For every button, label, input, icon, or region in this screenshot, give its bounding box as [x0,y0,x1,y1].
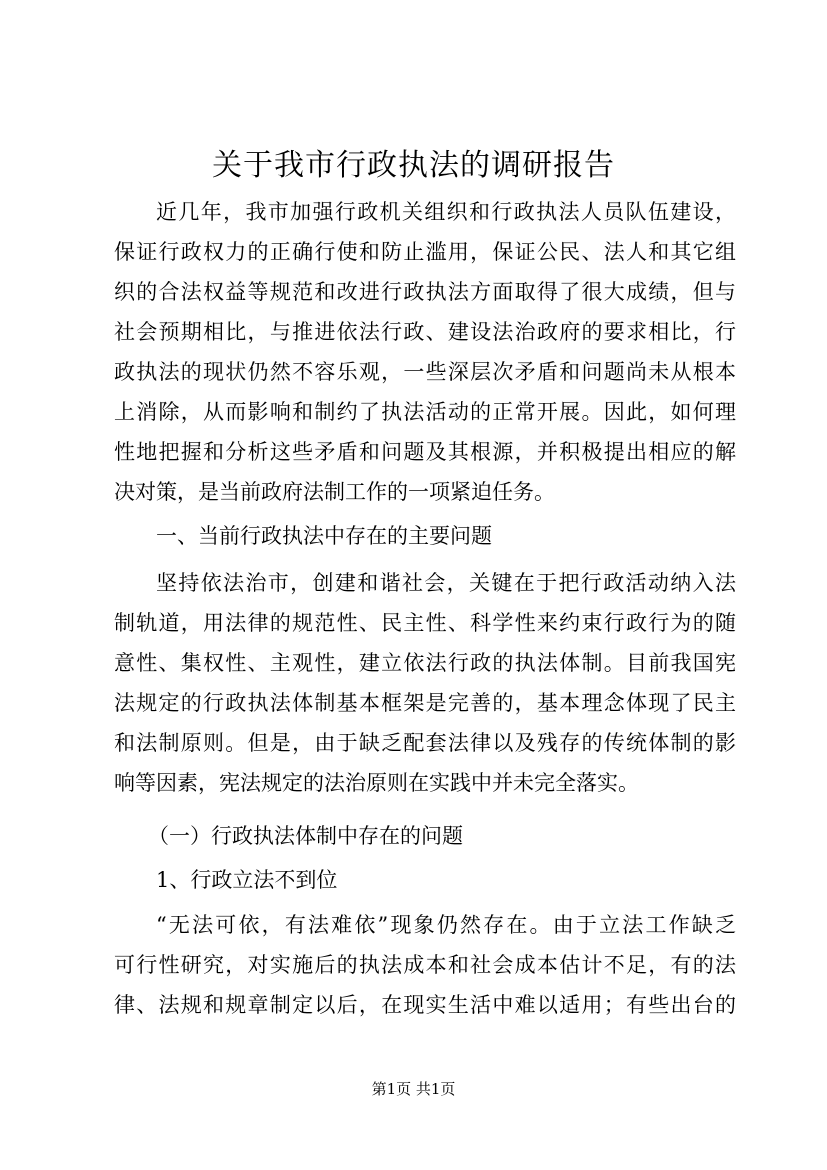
body-line: 近几年，我市加强行政机关组织和行政执法人员队伍建设， [156,200,736,224]
body-line: 制轨道，用法律的规范性、民主性、科学性来约束行政行为的随 [114,611,736,635]
body-line: 意性、集权性、主观性，建立依法行政的执法体制。目前我国宪 [114,651,736,675]
subsection-heading: （一）行政执法体制中存在的问题 [148,824,463,848]
body-line: 法规定的行政执法体制基本框架是完善的，基本理念体现了民主 [114,691,736,715]
body-line: 决对策，是当前政府法制工作的一项紧迫任务。 [114,480,555,504]
body-line: 和法制原则。但是，由于缺乏配套法律以及残存的传统体制的影 [114,731,736,755]
subsection-heading: 1、行政立法不到位 [156,868,338,892]
body-line: 坚持依法治市，创建和谐社会，关键在于把行政活动纳入法 [156,571,736,595]
body-line: 政执法的现状仍然不容乐观，一些深层次矛盾和问题尚未从根本 [114,360,736,384]
body-line: 保证行政权力的正确行使和防止滥用，保证公民、法人和其它组 [114,240,736,264]
body-line: 上消除，从而影响和制约了执法活动的正常开展。因此，如何理 [114,400,736,424]
body-line: 社会预期相比，与推进依法行政、建设法治政府的要求相比，行 [114,320,736,344]
body-line: 织的合法权益等规范和改进行政执法方面取得了很大成绩，但与 [114,280,736,304]
body-line: 响等因素，宪法规定的法治原则在实践中并未完全落实。 [114,771,639,795]
body-line: “无法可依，有法难依”现象仍然存在。由于立法工作缺乏 [156,913,736,937]
body-line: 性地把握和分析这些矛盾和问题及其根源，并积极提出相应的解 [114,440,736,464]
body-line: 律、法规和规章制定以后，在现实生活中难以适用；有些出台的 [114,993,736,1017]
page-indicator: 第1页 共1页 [371,1080,456,1098]
document-title: 关于我市行政执法的调研报告 [212,148,615,183]
body-line: 可行性研究，对实施后的执法成本和社会成本估计不足，有的法 [114,953,736,977]
section-heading: 一、当前行政执法中存在的主要问题 [156,524,492,548]
